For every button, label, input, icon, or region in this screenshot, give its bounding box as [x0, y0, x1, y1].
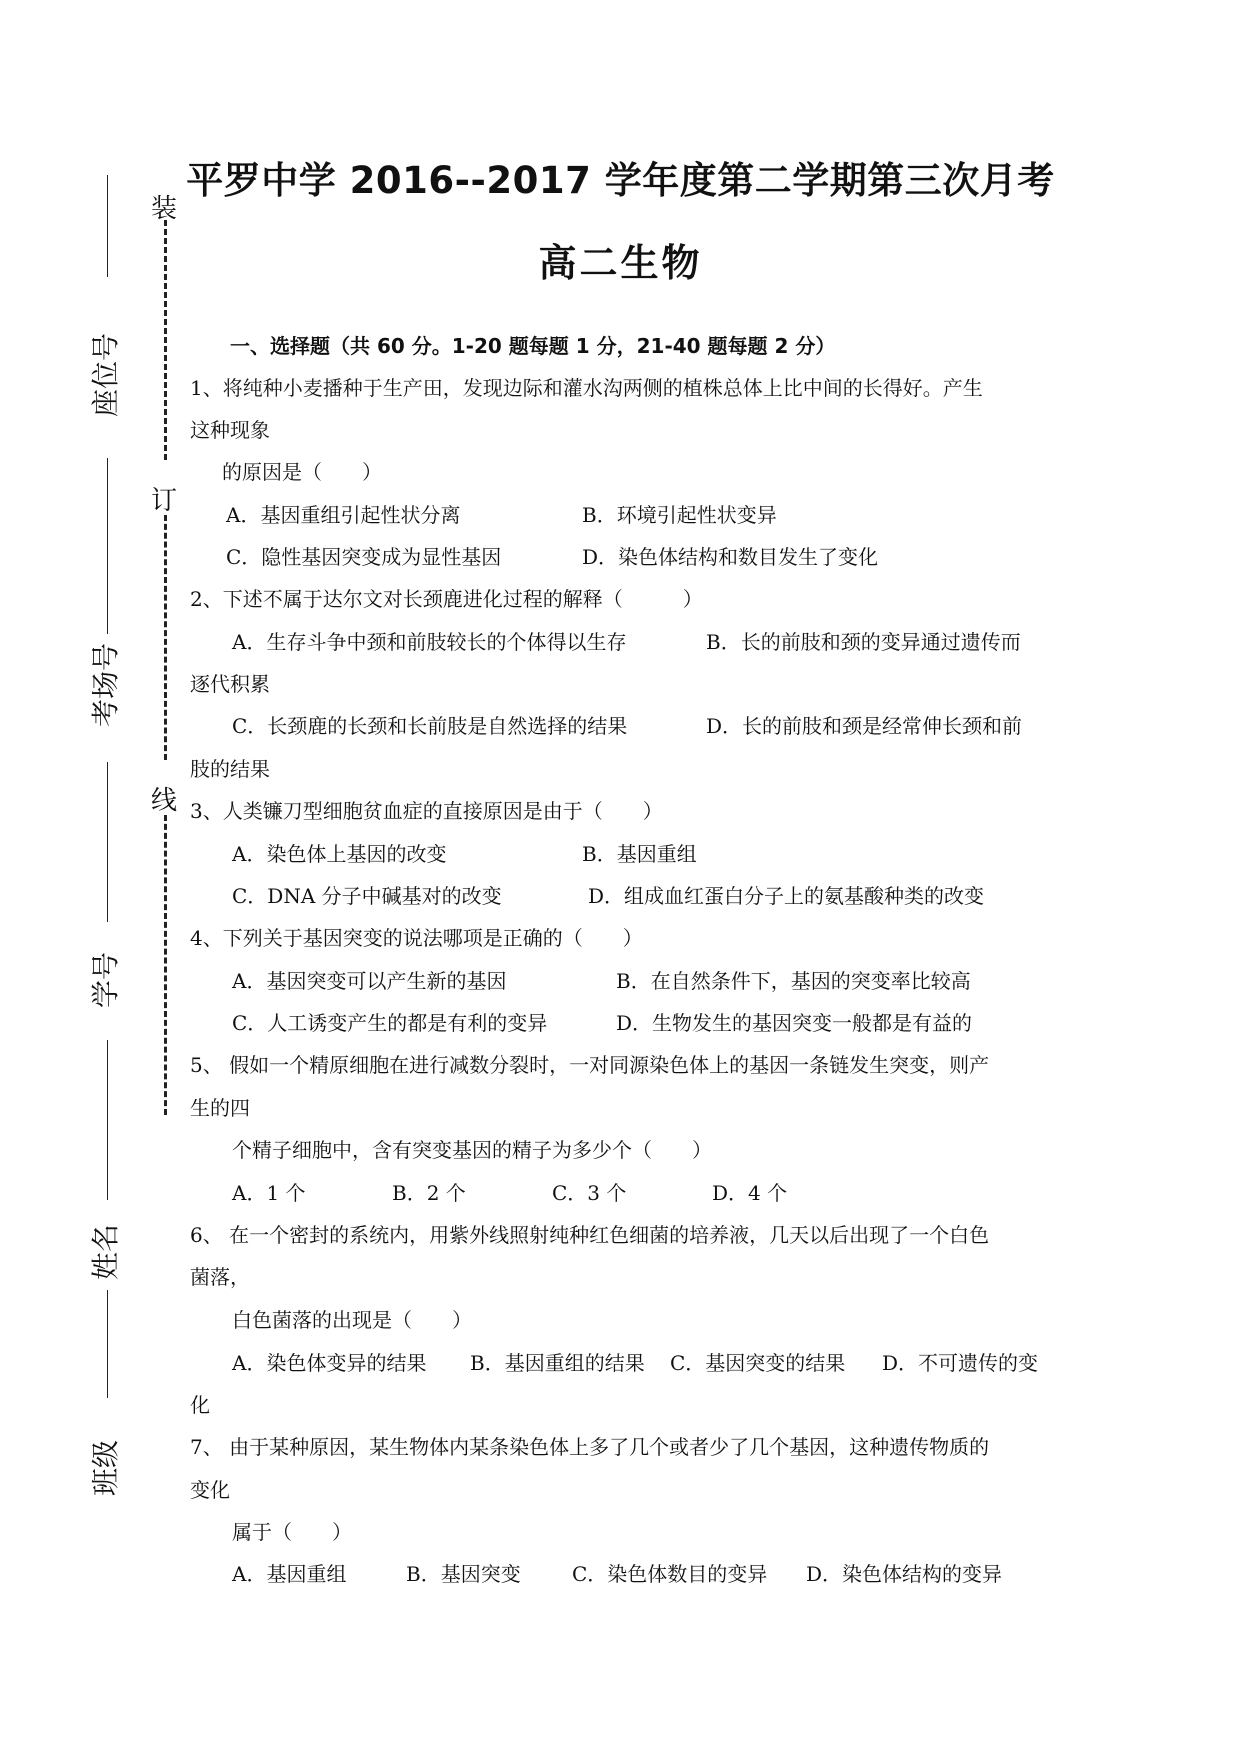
- fill-line: [107, 175, 108, 277]
- question-text: 1、将纯种小麦播种于生产田，发现边际和灌水沟两侧的植株总体上比中间的长得好。产生: [190, 376, 983, 400]
- option-b: B．基因重组: [582, 842, 697, 866]
- option-c: C．人工诱变产生的都是有利的变异: [232, 1011, 548, 1035]
- option-b: B．基因突变: [406, 1562, 521, 1586]
- question-text: 属于（ ）: [232, 1520, 352, 1544]
- option-a: A．染色体上基因的改变: [232, 842, 447, 866]
- question-text: 4、下列关于基因突变的说法哪项是正确的（ ）: [190, 926, 643, 950]
- question-text: 变化: [190, 1478, 230, 1502]
- binding-mark-zhuang: 装: [151, 194, 178, 224]
- seat-number-label: 座位号: [89, 332, 123, 418]
- question-text: 这种现象: [190, 418, 270, 442]
- question-text: 的原因是（ ）: [222, 460, 382, 484]
- question-text: 个精子细胞中，含有突变基因的精子为多少个（ ）: [232, 1138, 712, 1162]
- binding-dash-line: [164, 815, 167, 1115]
- binding-mark-xian: 线: [151, 786, 178, 816]
- option-b: B．环境引起性状变异: [582, 503, 777, 527]
- section-heading: 一、选择题（共 60 分。1-20 题每题 1 分，21-40 题每题 2 分）: [230, 334, 836, 358]
- option-d: D．染色体结构和数目发生了变化: [582, 545, 879, 569]
- binding-mark-ding: 订: [151, 486, 178, 516]
- option-a: A．基因突变可以产生新的基因: [232, 969, 507, 993]
- option-a: A．基因重组: [232, 1562, 347, 1586]
- student-id-label: 学号: [89, 951, 123, 1009]
- option-b-cont: 逐代积累: [190, 672, 270, 696]
- exam-title: 平罗中学 2016--2017 学年度第二学期第三次月考: [186, 159, 1055, 202]
- exam-room-label: 考场号: [89, 642, 123, 728]
- option-c: C．DNA 分子中碱基对的改变: [232, 884, 502, 908]
- option-a: A．生存斗争中颈和前肢较长的个体得以生存: [232, 630, 627, 654]
- option-c: C．3 个: [552, 1181, 627, 1205]
- option-d: D．4 个: [712, 1181, 788, 1205]
- binding-dash-line: [164, 220, 167, 460]
- option-d: D．生物发生的基因突变一般都是有益的: [616, 1011, 973, 1035]
- option-c: C．基因突变的结果: [670, 1351, 846, 1375]
- option-b: B．在自然条件下，基因的突变率比较高: [616, 969, 971, 993]
- fill-line: [107, 1290, 108, 1398]
- option-d: D．不可遗传的变: [882, 1351, 1039, 1375]
- option-c: C．隐性基因突变成为显性基因: [226, 545, 502, 569]
- option-a: A．染色体变异的结果: [232, 1351, 427, 1375]
- option-b: B．2 个: [392, 1181, 466, 1205]
- question-text: 3、人类镰刀型细胞贫血症的直接原因是由于（ ）: [190, 799, 663, 823]
- fill-line: [107, 458, 108, 634]
- option-a: A．基因重组引起性状分离: [226, 503, 461, 527]
- option-b: B．长的前肢和颈的变异通过遗传而: [706, 630, 1021, 654]
- option-c: C．长颈鹿的长颈和长前肢是自然选择的结果: [232, 714, 628, 738]
- fill-line: [107, 762, 108, 922]
- name-label: 姓名: [89, 1223, 123, 1281]
- class-label: 班级: [89, 1439, 123, 1497]
- exam-subject: 高二生物: [538, 241, 703, 285]
- binding-dash-line: [164, 515, 167, 760]
- option-c: C．染色体数目的变异: [572, 1562, 768, 1586]
- question-text: 6、 在一个密封的系统内，用紫外线照射纯种红色细菌的培养液，几天以后出现了一个白色: [190, 1223, 990, 1247]
- question-text: 7、 由于某种原因，某生物体内某条染色体上多了几个或者少了几个基因，这种遗传物质的: [190, 1435, 990, 1459]
- option-a: A．1 个: [232, 1181, 306, 1205]
- option-d: D．长的前肢和颈是经常伸长颈和前: [706, 714, 1023, 738]
- question-text: 白色菌落的出现是（ ）: [232, 1308, 472, 1332]
- option-d-cont: 肢的结果: [190, 757, 270, 781]
- option-d-cont: 化: [190, 1393, 210, 1417]
- question-text: 2、下述不属于达尔文对长颈鹿进化过程的解释（ ）: [190, 587, 703, 611]
- fill-line: [107, 1040, 108, 1200]
- option-d: D．染色体结构的变异: [806, 1562, 1003, 1586]
- option-b: B．基因重组的结果: [470, 1351, 645, 1375]
- question-text: 菌落，: [190, 1265, 250, 1289]
- question-text: 5、 假如一个精原细胞在进行减数分裂时，一对同源染色体上的基因一条链发生突变，则产: [190, 1053, 990, 1077]
- question-text: 生的四: [190, 1096, 250, 1120]
- option-d: D．组成血红蛋白分子上的氨基酸种类的改变: [588, 884, 985, 908]
